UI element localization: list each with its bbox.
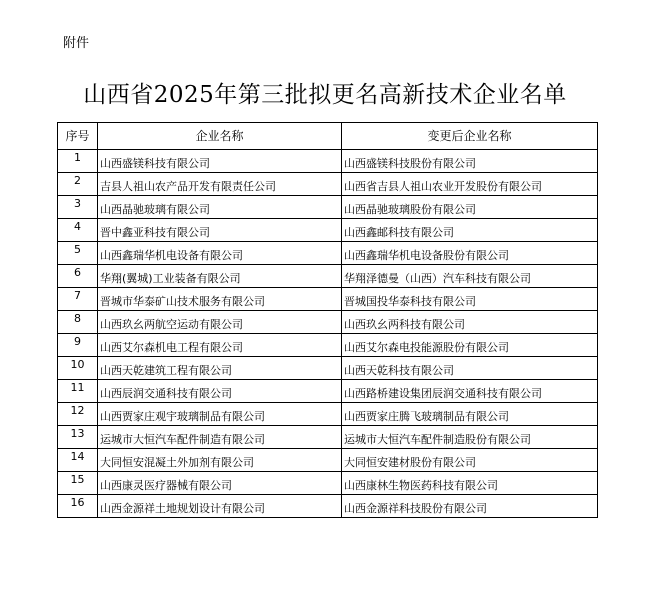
company-name-cell: 山西鑫瑞华机电设备有限公司: [98, 242, 342, 265]
company-name-cell: 华翔(翼城)工业装备有限公司: [98, 265, 342, 288]
new-company-name-cell: 山西盛镁科技股份有限公司: [342, 150, 598, 173]
table-row: [58, 495, 598, 518]
new-company-name-cell: 运城市大恒汽车配件制造股份有限公司: [342, 426, 598, 449]
new-company-name-cell: 大同恒安建材股份有限公司: [342, 449, 598, 472]
company-name-cell: 山西玖幺两航空运动有限公司: [98, 311, 342, 334]
company-name-cell: 山西辰润交通科技有限公司: [98, 380, 342, 403]
row-number-cell: 1: [58, 150, 98, 173]
company-name-cell: 山西贾家庄观宇玻璃制品有限公司: [98, 403, 342, 426]
table-row: [58, 334, 598, 357]
table-row: [58, 449, 598, 472]
table-header-row: [58, 123, 598, 150]
table-row: [58, 150, 598, 173]
table-row: [58, 380, 598, 403]
attachment-label: 附件: [63, 36, 90, 51]
company-name-cell: 晋中鑫亚科技有限公司: [98, 219, 342, 242]
new-company-name-cell: 山西路桥建设集团辰润交通科技有限公司: [342, 380, 598, 403]
row-number-cell: 9: [58, 334, 98, 357]
header-company-name: 企业名称: [98, 123, 342, 150]
company-name-cell: 山西晶驰玻璃有限公司: [98, 196, 342, 219]
new-company-name-cell: 山西天乾科技有限公司: [342, 357, 598, 380]
row-number-cell: 8: [58, 311, 98, 334]
new-company-name-cell: 山西省吉县人祖山农业开发股份有限公司: [342, 173, 598, 196]
company-name-cell: 山西艾尔森机电工程有限公司: [98, 334, 342, 357]
company-name-cell: 晋城市华泰矿山技术服务有限公司: [98, 288, 342, 311]
row-number-cell: 7: [58, 288, 98, 311]
table-row: [58, 219, 598, 242]
new-company-name-cell: 山西鑫邮科技有限公司: [342, 219, 598, 242]
header-new-company-name: 变更后企业名称: [342, 123, 598, 150]
table-row: [58, 288, 598, 311]
new-company-name-cell: 山西康林生物医药科技有限公司: [342, 472, 598, 495]
table-row: [58, 472, 598, 495]
row-number-cell: 13: [58, 426, 98, 449]
table-row: [58, 265, 598, 288]
table-row: [58, 173, 598, 196]
header-serial-number: 序号: [58, 123, 98, 150]
new-company-name-cell: 山西贾家庄腾飞玻璃制品有限公司: [342, 403, 598, 426]
row-number-cell: 5: [58, 242, 98, 265]
table-row: [58, 426, 598, 449]
company-name-cell: 山西盛镁科技有限公司: [98, 150, 342, 173]
company-name-cell: 运城市大恒汽车配件制造有限公司: [98, 426, 342, 449]
document-title: 山西省2025年第三批拟更名高新技术企业名单: [83, 82, 567, 108]
company-rename-table: [57, 122, 598, 518]
table-row: [58, 311, 598, 334]
row-number-cell: 16: [58, 495, 98, 518]
table-row: [58, 357, 598, 380]
new-company-name-cell: 山西鑫瑞华机电设备股份有限公司: [342, 242, 598, 265]
row-number-cell: 3: [58, 196, 98, 219]
new-company-name-cell: 华翔泽德曼（山西）汽车科技有限公司: [342, 265, 598, 288]
new-company-name-cell: 山西金源祥科技股份有限公司: [342, 495, 598, 518]
new-company-name-cell: 山西晶驰玻璃股份有限公司: [342, 196, 598, 219]
row-number-cell: 2: [58, 173, 98, 196]
row-number-cell: 15: [58, 472, 98, 495]
company-name-cell: 吉县人祖山农产品开发有限责任公司: [98, 173, 342, 196]
row-number-cell: 14: [58, 449, 98, 472]
new-company-name-cell: 山西玖幺两科技有限公司: [342, 311, 598, 334]
new-company-name-cell: 晋城国投华泰科技有限公司: [342, 288, 598, 311]
table-row: [58, 403, 598, 426]
row-number-cell: 4: [58, 219, 98, 242]
row-number-cell: 10: [58, 357, 98, 380]
company-name-cell: 山西金源祥土地规划设计有限公司: [98, 495, 342, 518]
company-name-cell: 山西天乾建筑工程有限公司: [98, 357, 342, 380]
row-number-cell: 6: [58, 265, 98, 288]
table-body: [58, 150, 598, 518]
company-name-cell: 山西康灵医疗器械有限公司: [98, 472, 342, 495]
row-number-cell: 11: [58, 380, 98, 403]
row-number-cell: 12: [58, 403, 98, 426]
table-row: [58, 242, 598, 265]
company-name-cell: 大同恒安混凝土外加剂有限公司: [98, 449, 342, 472]
table-row: [58, 196, 598, 219]
new-company-name-cell: 山西艾尔森电投能源股份有限公司: [342, 334, 598, 357]
